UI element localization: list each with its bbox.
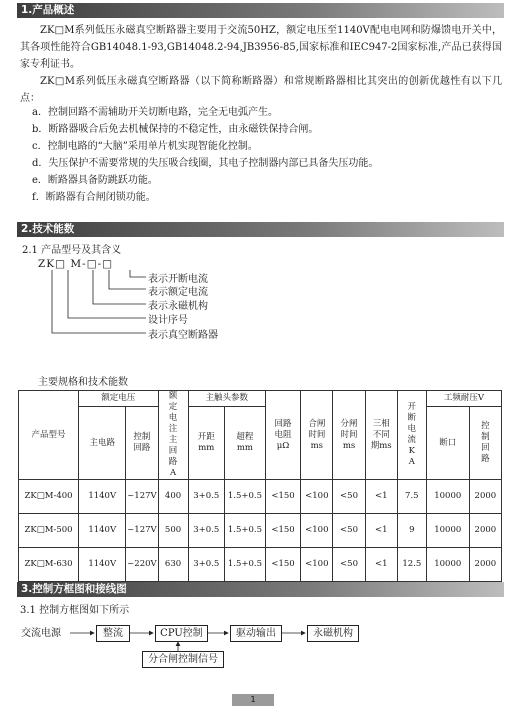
- flow-source: 交流电源: [21, 628, 61, 639]
- cell-three-phase: <1: [365, 514, 397, 548]
- section-2-title: 2.技术能数: [21, 223, 75, 235]
- cell-break-current: 9: [397, 514, 426, 548]
- header-model: 产品型号: [19, 391, 79, 480]
- spec-table: [18, 390, 502, 582]
- cell-control-voltage: ~127V: [126, 514, 158, 548]
- legend-magnet-mechanism: 表示永磁机构: [148, 301, 208, 312]
- cell-rated-current: 400: [158, 480, 188, 514]
- table-header-row-2: [19, 407, 502, 456]
- model-subheading: 2.1 产品型号及其含义: [22, 245, 122, 256]
- flow-drive-box: 驱动输出: [230, 625, 282, 642]
- cell-break-withstand: 10000: [426, 548, 469, 582]
- cell-control-withstand: 2000: [469, 548, 501, 582]
- cell-gap: 3+0.5: [188, 514, 224, 548]
- cell-overtravel: 1.5+0.5: [225, 514, 266, 548]
- legend-design-number: 设计序号: [148, 315, 188, 326]
- header-break: 断口: [426, 407, 469, 480]
- cell-control-voltage: ~220V: [126, 548, 158, 582]
- header-close-time: 合闸时间ms: [301, 391, 333, 480]
- header-rated-current: 额定电注主回路A: [158, 391, 188, 480]
- cell-resistance: <150: [265, 480, 300, 514]
- section-2-header: [17, 222, 504, 237]
- header-gap: 开距mm: [188, 407, 224, 480]
- section-1-body: [20, 22, 502, 107]
- header-main-circuit: 主电路: [79, 407, 126, 480]
- cell-model: ZK□M-500: [19, 514, 79, 548]
- advantage-item-e: e．断路器具备防跳跃功能。: [32, 175, 158, 186]
- table-row: [19, 514, 502, 548]
- cell-control-withstand: 2000: [469, 514, 501, 548]
- flow-rectify-box: 整流: [96, 625, 130, 642]
- table-caption: 主要规格和技术能数: [38, 377, 128, 388]
- cell-main-voltage: 1140V: [79, 480, 126, 514]
- cell-overtravel: 1.5+0.5: [225, 480, 266, 514]
- section-3-title: 3.控制方框图和接线图: [21, 583, 127, 595]
- header-rated-voltage: 额定电压: [79, 391, 158, 407]
- advantage-item-f: f．断路器有合闸闭锁功能。: [32, 192, 156, 203]
- cell-model: ZK□M-400: [19, 480, 79, 514]
- cell-overtravel: 1.5+0.5: [225, 548, 266, 582]
- header-overtravel: 超程mm: [225, 407, 266, 480]
- cell-open-time: <50: [333, 480, 365, 514]
- table-row: [19, 548, 502, 582]
- cell-rated-current: 630: [158, 548, 188, 582]
- flow-diagram-connectors: [0, 615, 521, 675]
- header-open-time: 分闸时间ms: [333, 391, 365, 480]
- cell-open-time: <50: [333, 514, 365, 548]
- legend-rated-current: 表示额定电流: [148, 287, 208, 298]
- flow-signal-box: 分合闸控制信号: [142, 651, 224, 668]
- advantage-item-c: c．控制电路的“大脑”采用单片机实现智能化控制。: [32, 141, 258, 152]
- cell-control-voltage: ~127V: [126, 480, 158, 514]
- cell-break-withstand: 10000: [426, 480, 469, 514]
- cell-break-current: 7.5: [397, 480, 426, 514]
- cell-gap: 3+0.5: [188, 548, 224, 582]
- section-1-title: 1.产品概述: [21, 4, 75, 16]
- advantage-item-b: b．断路器吸合后免去机械保持的不稳定性，由永磁铁保持合闸。: [32, 124, 319, 135]
- cell-resistance: <150: [265, 548, 300, 582]
- cell-main-voltage: 1140V: [79, 514, 126, 548]
- cell-resistance: <150: [265, 514, 300, 548]
- section-1-header: [17, 3, 504, 18]
- header-control-circuit: 控制回路: [126, 407, 158, 480]
- header-break-current: 开断电流KA: [397, 391, 426, 480]
- model-code: ZK□ M-□-□: [38, 258, 114, 270]
- legend-vacuum-breaker: 表示真空断路器: [148, 330, 218, 341]
- flow-mechanism-box: 永磁机构: [307, 625, 359, 642]
- table-header-row-1: [19, 391, 502, 407]
- page-number: 1: [232, 694, 274, 706]
- cell-break-withstand: 10000: [426, 514, 469, 548]
- cell-open-time: <50: [333, 548, 365, 582]
- model-code-diagram: [38, 258, 258, 348]
- cell-three-phase: <1: [365, 548, 397, 582]
- flow-cpu-box: CPU控制: [155, 625, 208, 642]
- intro-paragraph: ZK□M系列低压永磁真空断路器主要用于交流50HZ，额定电压至1140V配电电网和防爆馈电开关中，其各项性能符合GB14048.1-93,GB14048.2-94,JB3956-85,国家标准和IEC947-2国家标准,产品已获得国家专利证书。: [20, 25, 502, 70]
- advantages-paragraph: ZK□M系列低压永磁真空断路器（以下简称断路器）和常规断路器相比其突出的创新优越性有以下几点：: [20, 76, 502, 104]
- cell-close-time: <100: [301, 548, 333, 582]
- legend-break-current: 表示开断电流: [148, 274, 208, 285]
- cell-three-phase: <1: [365, 480, 397, 514]
- header-contact-params: 主触头参数: [188, 391, 265, 407]
- cell-gap: 3+0.5: [188, 480, 224, 514]
- cell-break-current: 12.5: [397, 548, 426, 582]
- header-three-phase: 三相不同期ms: [365, 391, 397, 480]
- section-3-header: [17, 582, 504, 597]
- flow-subheading: 3.1 控制方框图如下所示: [20, 605, 130, 616]
- cell-close-time: <100: [301, 514, 333, 548]
- header-withstand: 工频耐压V: [426, 391, 501, 407]
- cell-control-withstand: 2000: [469, 480, 501, 514]
- advantage-item-a: a．控制回路不需辅助开关切断电路，完全无电弧产生。: [32, 107, 278, 118]
- cell-model: ZK□M-630: [19, 548, 79, 582]
- header-resistance: 回路电阻μΩ: [265, 391, 300, 480]
- cell-close-time: <100: [301, 480, 333, 514]
- header-control: 控制回路: [469, 407, 501, 480]
- advantage-item-d: d．失压保护不需要常规的失压吸合线圈，其电子控制器内部已具备失压功能。: [32, 158, 379, 169]
- cell-rated-current: 500: [158, 514, 188, 548]
- table-row: [19, 480, 502, 514]
- cell-main-voltage: 1140V: [79, 548, 126, 582]
